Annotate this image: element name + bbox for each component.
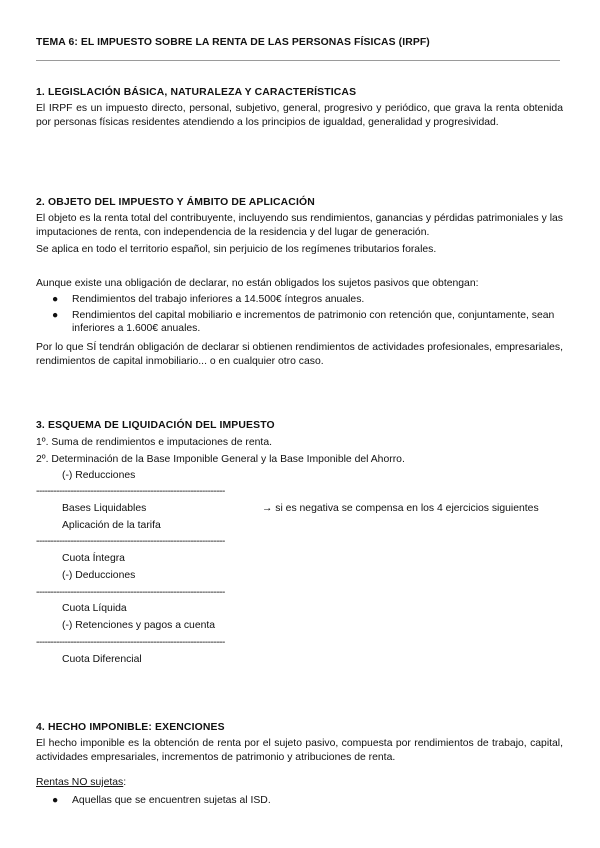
separator: ------------------------------------------------------------------ — [36, 637, 225, 648]
section-2-paragraph-1: El objeto es la renta total del contribuyente, incluyendo sus rendimientos, ganancias y pérdidas patrimoniales y las imputaciones de renta, con independencia de la residencia y del lugar de generación. — [36, 213, 563, 238]
cuota-liquida-label: Cuota Líquida — [62, 603, 127, 614]
bullet-icon: ● — [52, 294, 59, 305]
list-item — [52, 293, 563, 307]
section-3-heading: 3. ESQUEMA DE LIQUIDACIÓN DEL IMPUESTO — [36, 420, 275, 431]
section-2-closing: Por lo que SÍ tendrán obligación de declarar si obtienen rendimientos de actividades profesionales, empresariales, rendimientos de capital inmobiliario... o en cualquier otro caso. — [36, 342, 563, 367]
bases-liquidables-note: → si es negativa se compensa en los 4 ejercicios siguientes — [262, 503, 539, 514]
section-2-intro: Aunque existe una obligación de declarar, no están obligados los sujetos pasivos que obtengan: — [36, 278, 479, 289]
bullet-text: Rendimientos del capital mobiliario e incrementos de patrimonio con retención que, conjuntamente, sean inferiores a 1.600€ anuales. — [72, 309, 555, 335]
separator: ------------------------------------------------------------------ — [36, 536, 225, 547]
section-2-bullet-list — [52, 293, 563, 338]
bullet-text: Rendimientos del trabajo inferiores a 14.500€ íntegros anuales. — [72, 294, 365, 305]
deducciones-label: (-) Deducciones — [62, 570, 136, 581]
rentas-no-sujetas-label: Rentas NO sujetas — [36, 777, 124, 788]
section-4-bullet-list — [52, 794, 563, 810]
cuota-diferencial-label: Cuota Diferencial — [62, 654, 142, 665]
cuota-integra-label: Cuota Íntegra — [62, 553, 125, 564]
separator: ------------------------------------------------------------------ — [36, 587, 225, 598]
step-2: 2º. Determinación de la Base Imponible General y la Base Imponible del Ahorro. — [36, 454, 405, 465]
list-item — [52, 794, 563, 808]
bullet-icon: ● — [52, 795, 59, 806]
retenciones-label: (-) Retenciones y pagos a cuenta — [62, 620, 216, 631]
rentas-no-sujetas-heading — [36, 776, 126, 790]
bases-liquidables-label: Bases Liquidables — [62, 503, 147, 514]
section-2-paragraph-2: Se aplica en todo el territorio español, sin perjuicio de los regímenes tributarios forales. — [36, 244, 437, 255]
separator: ------------------------------------------------------------------ — [36, 486, 225, 497]
section-4-paragraph: El hecho imponible es la obtención de renta por el sujeto pasivo, compuesta por rendimientos de trabajo, capital, actividades empresariales, incrementos de patrimonio y atribuciones de renta. — [36, 738, 563, 763]
reducciones-label: (-) Reducciones — [62, 470, 136, 481]
section-1-paragraph: El IRPF es un impuesto directo, personal, subjetivo, general, progresivo y periódico, que grava la renta obtenida por personas físicas residentes atendiendo a los principios de igualdad, generalidad y progresividad. — [36, 103, 563, 128]
bullet-text: Aquellas que se encuentren sujetas al ISD. — [72, 795, 271, 806]
title-divider — [36, 60, 560, 61]
aplicacion-tarifa-label: Aplicación de la tarifa — [62, 520, 161, 531]
section-2-heading: 2. OBJETO DEL IMPUESTO Y ÁMBITO DE APLICACIÓN — [36, 197, 315, 208]
section-1-heading: 1. LEGISLACIÓN BÁSICA, NATURALEZA Y CARACTERÍSTICAS — [36, 87, 357, 98]
list-item — [52, 309, 563, 336]
rentas-no-sujetas-colon: : — [123, 777, 127, 788]
document-title: TEMA 6: EL IMPUESTO SOBRE LA RENTA DE LAS PERSONAS FÍSICAS (IRPF) — [36, 37, 430, 48]
bullet-icon: ● — [52, 309, 59, 321]
step-1: 1º. Suma de rendimientos e imputaciones de renta. — [36, 437, 272, 448]
section-4-heading: 4. HECHO IMPONIBLE: EXENCIONES — [36, 722, 225, 733]
